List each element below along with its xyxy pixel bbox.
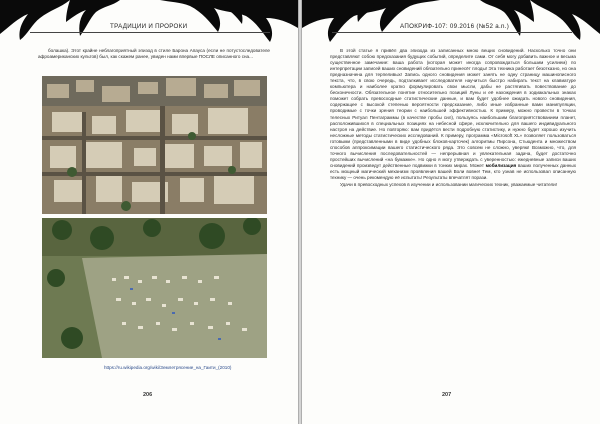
left-page: [0, 0, 298, 424]
right-page: [302, 0, 600, 424]
bold-term: мобилизация: [485, 162, 517, 168]
aerial-photo-tent-camp: [42, 218, 267, 358]
page-number: 207: [442, 392, 452, 398]
page-number: 206: [143, 392, 153, 398]
running-head: АПОКРИФ-107: 09.2016 (№52 a.n.): [400, 23, 510, 30]
paragraph: болашка). Этот крайне неблагоприятный эпизод в стиле Барона Апауса (если не потустоследователе афроамериканских культов) был, как скажем ранее, увиден нами впервые ПОСЛЕ описанного сна...: [38, 48, 270, 60]
aerial-photo-earthquake-city: [42, 76, 267, 214]
header-rule: [30, 32, 270, 33]
closing-paragraph: Удачи в превосходных успехов в изучении и использовании магических техник, уважаемые читатели!: [340, 182, 557, 188]
body-text: [38, 48, 270, 61]
tribal-ornament-right: [302, 0, 600, 42]
paragraph-text: ваших полученных данных есть мощный магический механизм проявления вашей Воли вовне! Тем, кто узнав не использовал описанную технику — очень рекомендую её испытать! Результаты впечатлят порази.: [330, 162, 577, 180]
body-text: [330, 48, 576, 189]
paragraph: [330, 48, 576, 181]
running-head: ТРАДИЦИИ И ПРОРОКИ: [110, 23, 188, 30]
photo-source-link[interactable]: https://ru.wikipedia.org/wiki/Землетрясение_на_Гаити_(2010): [104, 365, 232, 370]
header-rule: [332, 32, 572, 33]
paragraph-text: В этой статье я привёл два эпизода из записанных мною вещих сновидений. Насколько точно они представляют собою предсказания будущих событий, определите сами. От себя могу добавить важное и весьма существенное замечание: ваша работа (которая может иногда сопровождаться большим усилием) по интерпретации записей ваших сновидений обязательно принесёт плоды! Эта техника работает безотказно, но она предназначена для терпеливых! Запись одного сновидения может занять не одну страницу машинописного текста, что, в свою очередь, подталкивает исследователя научиться быстро набирать текст на клавиатуре компьютера и наиболее кратко формулировать свои мысли, дабы не растягивать повествование до бесконечности. Обязательное понятие относительно позиций Луны и её нахождения в зодиакальных знаках поможет собрать превосходные статистические данные, и вам будет удобнее ожидать нового сновидения, содержащее с высокой степенью вероятности предсказание, либо иные избранные вами манипуляции, проводимые с точки зрения теории с наибольшей эффективностью. К примеру, можно провести в точках телесных Ритуал Пентаграммы (в качестве пробы сил), пользуясь наибольшим благоприятствованием планет, расположившихся в специальных позициях на небесной сфере, исключительно для вашего индивидуального настроя на действие. Но повторяю: вам придётся вести подробную статистику, и нужно будет хорошо изучить несложные методы статистических исследований. К примеру, программа «Microsoft XL» позволяет пользоваться готовыми (представленными в виде удобных блоков-карточек) алгоритмы Пирсона, Стьюдента и множеством способов аппроксимации вашего статистического ряда. Это совсем не сложно, уверяю! Возможно, что, для точного вычисления последовательностей — непрерывная и увлекательная задача, будет достаточно простейших вычислений «на бумажке». Но одно я могу утверждать с уверенностью: ежедневные записи ваших сновидений произведут действенные подвижки в тонких мирах. Может: [330, 48, 576, 168]
tribal-ornament-left: [0, 0, 298, 42]
